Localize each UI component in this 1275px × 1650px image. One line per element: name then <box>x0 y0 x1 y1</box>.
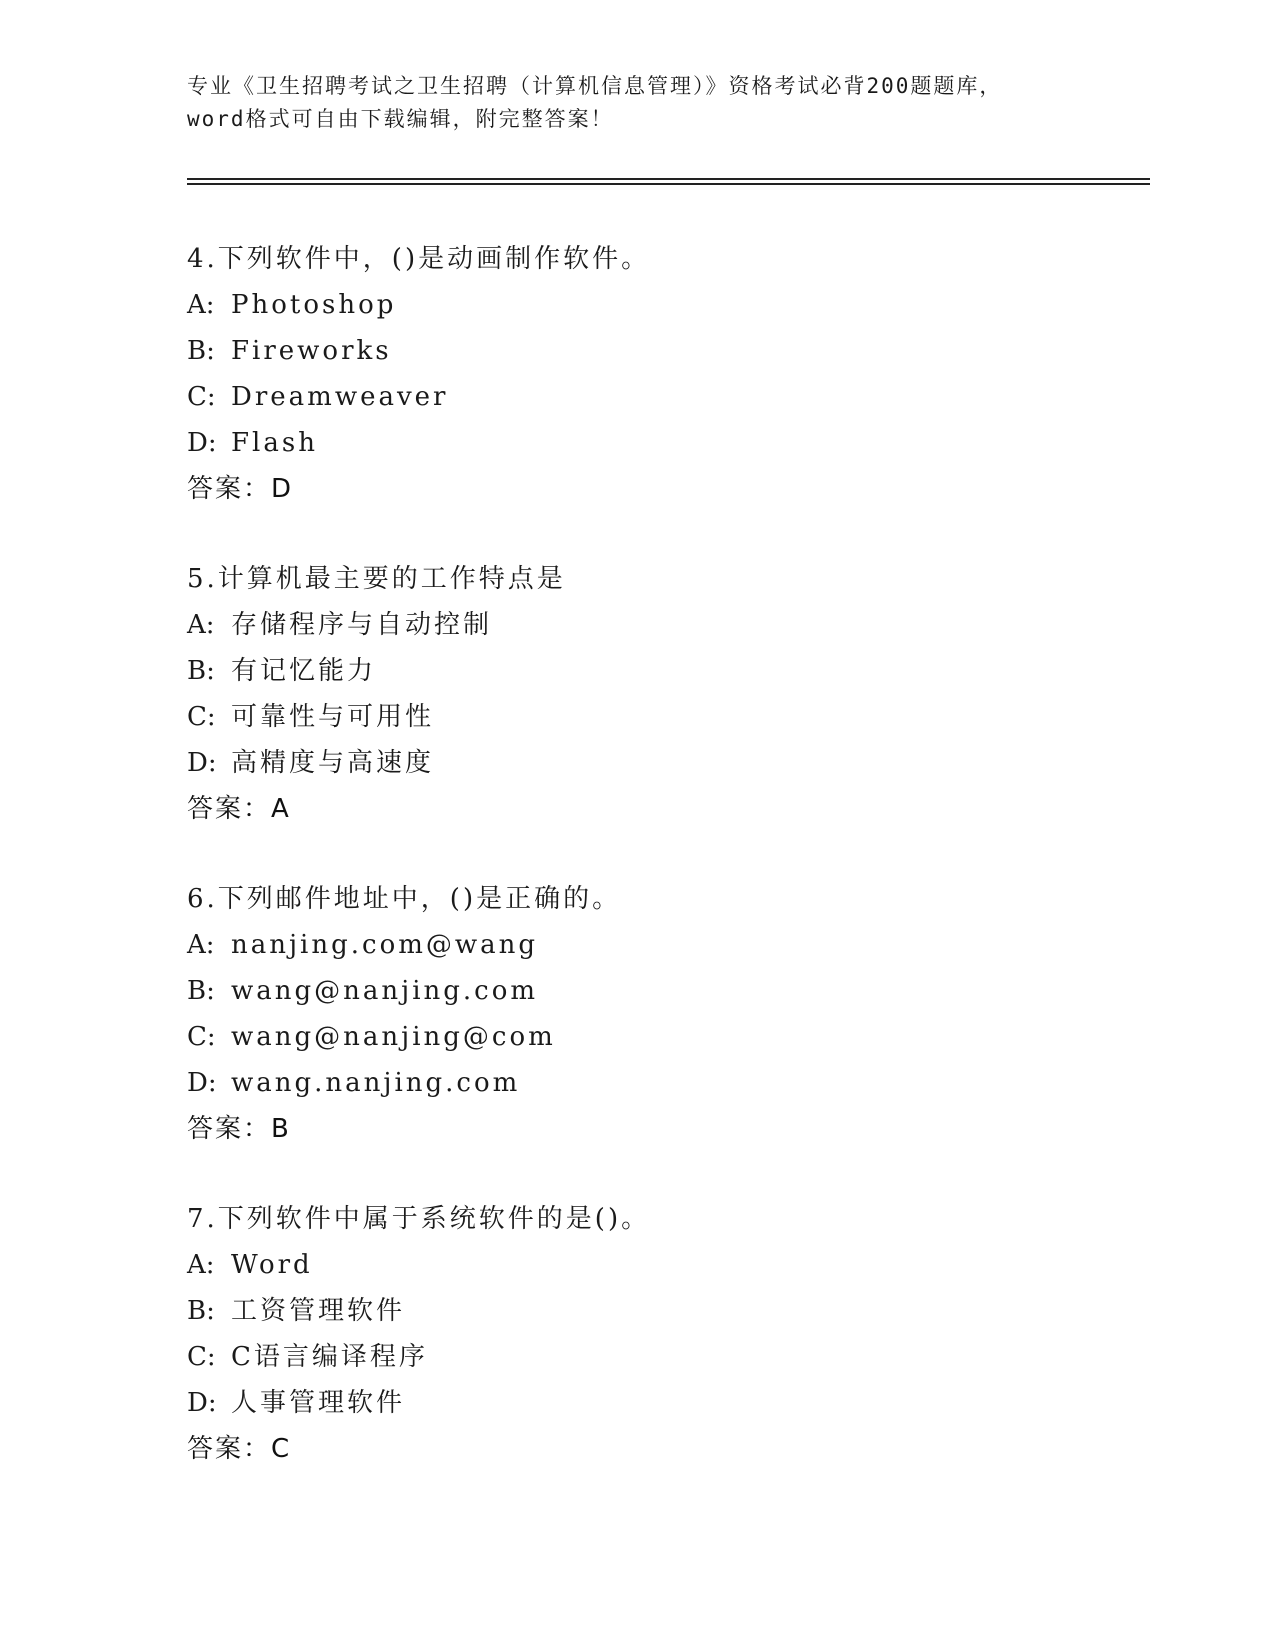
question-6 <box>187 876 1087 1196</box>
option-b <box>187 1288 1087 1334</box>
option-c <box>187 374 1087 420</box>
option-letter: A: <box>187 610 215 640</box>
question-list <box>187 236 1087 1516</box>
option-letter: B: <box>187 976 215 1006</box>
option-b <box>187 648 1087 694</box>
option-text: 高精度与高速度 <box>231 748 435 778</box>
option-a <box>187 602 1087 648</box>
option-text: Photoshop <box>231 290 397 320</box>
option-text: wang.nanjing.com <box>231 1068 521 1098</box>
answer-line: 答案：B <box>187 1114 291 1144</box>
option-letter: D: <box>187 1388 217 1418</box>
header-divider-bottom <box>187 183 1150 185</box>
option-letter: C: <box>187 1342 216 1372</box>
option-letter: C: <box>187 702 216 732</box>
answer-line: 答案：A <box>187 794 291 824</box>
option-text: 存储程序与自动控制 <box>231 610 493 640</box>
option-text: Flash <box>231 428 318 458</box>
document-header <box>187 70 1087 136</box>
option-d <box>187 1380 1087 1426</box>
option-letter: D: <box>187 748 217 778</box>
option-d <box>187 420 1087 466</box>
option-letter: B: <box>187 336 215 366</box>
option-text: wang@nanjing.com <box>231 976 539 1006</box>
option-a <box>187 922 1087 968</box>
option-text: 可靠性与可用性 <box>231 702 435 732</box>
option-letter: C: <box>187 1022 216 1052</box>
option-c <box>187 694 1087 740</box>
option-d <box>187 740 1087 786</box>
option-letter: B: <box>187 1296 215 1326</box>
answer-line: 答案：C <box>187 1434 292 1464</box>
header-line-2: word格式可自由下载编辑，附完整答案！ <box>187 107 614 131</box>
option-letter: A: <box>187 930 215 960</box>
option-text: Fireworks <box>231 336 392 366</box>
question-stem: 5.计算机最主要的工作特点是 <box>187 564 566 594</box>
option-letter: D: <box>187 428 217 458</box>
option-text: 工资管理软件 <box>231 1296 406 1326</box>
option-letter: A: <box>187 290 215 320</box>
option-text: nanjing.com@wang <box>231 930 539 960</box>
question-stem: 7.下列软件中属于系统软件的是()。 <box>187 1204 651 1234</box>
option-text: 有记忆能力 <box>231 656 377 686</box>
option-b <box>187 968 1087 1014</box>
answer-line: 答案：D <box>187 474 294 504</box>
question-4 <box>187 236 1087 556</box>
option-letter: A: <box>187 1250 215 1280</box>
option-c <box>187 1014 1087 1060</box>
option-letter: D: <box>187 1068 217 1098</box>
option-a <box>187 282 1087 328</box>
option-c <box>187 1334 1087 1380</box>
option-text: C语言编译程序 <box>231 1342 428 1372</box>
question-5 <box>187 556 1087 876</box>
option-a <box>187 1242 1087 1288</box>
option-letter: B: <box>187 656 215 686</box>
question-stem: 6.下列邮件地址中，()是正确的。 <box>187 884 622 914</box>
option-text: Dreamweaver <box>231 382 449 412</box>
option-text: 人事管理软件 <box>231 1388 406 1418</box>
option-text: Word <box>231 1250 313 1280</box>
question-stem: 4.下列软件中，()是动画制作软件。 <box>187 244 651 274</box>
option-letter: C: <box>187 382 216 412</box>
header-line-1: 专业《卫生招聘考试之卫生招聘（计算机信息管理）》资格考试必背200题题库， <box>187 74 1003 98</box>
question-7 <box>187 1196 1087 1516</box>
option-text: wang@nanjing@com <box>231 1022 556 1052</box>
option-b <box>187 328 1087 374</box>
header-divider-top <box>187 178 1150 180</box>
option-d <box>187 1060 1087 1106</box>
